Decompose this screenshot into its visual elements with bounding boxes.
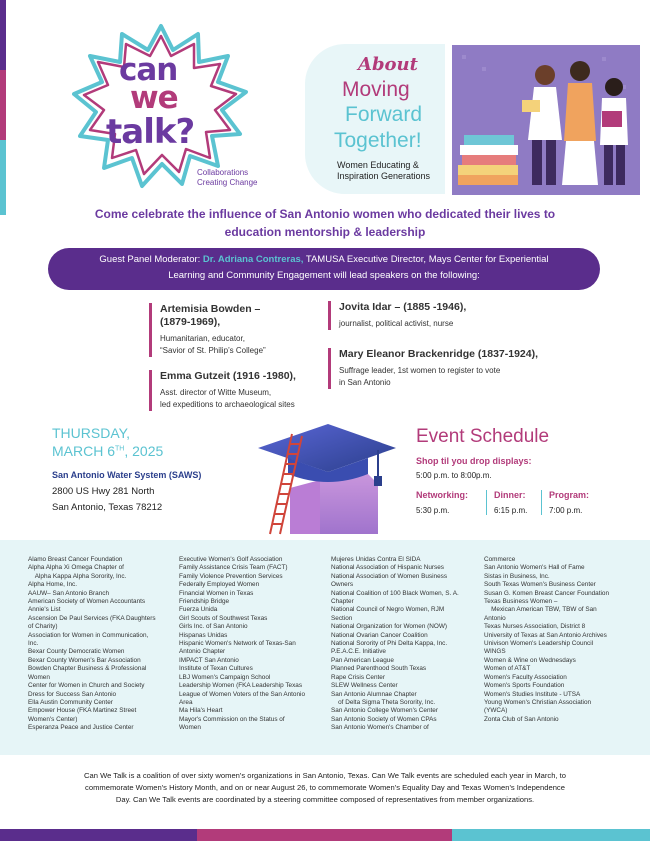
organization-list-item: Texas Business Women – [484, 598, 558, 606]
organization-list-item: Hispanic Women's Network of Texas-San [179, 640, 296, 648]
panel-moderator-banner [48, 248, 600, 290]
headline-line-1: Come celebrate the influence of San Antonio women who dedicated their lives to [94, 207, 556, 221]
title-line-together: Together! [334, 129, 422, 152]
organization-list-item: AAUW– San Antonio Branch [28, 589, 109, 597]
organization-list-item: Esperanza Peace and Justice Center [28, 724, 134, 732]
organization-list-item: Federally Employed Women [179, 581, 260, 589]
graduation-cap-icon [250, 418, 400, 536]
organization-list-item: San Antonio Women's Chamber of [331, 724, 429, 732]
organization-list-item: Chapter [331, 598, 354, 606]
bottom-stripe-purple [0, 829, 197, 841]
speaker-name: Emma Gutzeit (1916 -1980), [160, 370, 296, 382]
event-date [52, 443, 163, 459]
organization-list-item: Women & Wine on Wednesdays [484, 656, 576, 664]
organization-list-item: Owners [331, 581, 354, 589]
organization-list-item: Mujeres Unidas Contra El SIDA [331, 556, 421, 563]
speaker-description [160, 333, 324, 357]
headline [60, 205, 590, 241]
speaker-desc-line-1: Humanitarian, educator, [160, 334, 245, 343]
moderator-name: Dr. Adriana Contreras, [202, 254, 304, 265]
speaker-desc-line-2: “Savior of St. Philip’s College” [160, 346, 266, 355]
organization-list-item: Women [28, 673, 50, 681]
venue-name: San Antonio Water System (SAWS) [52, 470, 202, 480]
organization-list-item: Institute of Texan Cultures [179, 665, 253, 673]
bottom-stripe-magenta [197, 829, 452, 841]
venue-address-line-1: 2800 US Hwy 281 North [52, 486, 155, 497]
program-label: Program: [549, 490, 590, 500]
organization-list-item: Bexar County Women's Bar Association [28, 656, 141, 664]
organization-list-item: Section [331, 614, 353, 622]
organization-list-item: Antonio [484, 614, 506, 622]
organization-list-item: Planned Parenthood South Texas [331, 665, 427, 673]
logo-tagline [197, 168, 257, 188]
logo-text-we: we [130, 80, 178, 116]
organization-list-item: Alpha Home, Inc. [28, 581, 78, 589]
organization-list-item: Bowden Chapter Business & Professional [28, 665, 147, 673]
footer-line-2: commemorate Women's History Month, and on or near August 26, to commemorate Women's Equality Day and Texas Women's Independence [85, 783, 565, 792]
panel-line-1-rest: TAMUSA Executive Director, Mays Center for Experiential [305, 254, 549, 265]
organization-list-item: Leadership Women (FKA Leadership Texas [179, 682, 303, 690]
logo-text-talk: talk? [106, 112, 195, 152]
speaker-desc-line-2: in San Antonio [339, 378, 391, 387]
speaker-description [339, 365, 568, 389]
title-line-moving: Moving [342, 78, 410, 101]
organization-list-item: National Organization for Women (NOW) [331, 623, 448, 631]
organization-list-item: Ma Hila's Heart [179, 707, 223, 715]
organization-list-item: of Charity) [28, 623, 58, 631]
organization-list-item: National Sorority of Phi Delta Kappa, Inc. [331, 640, 448, 648]
schedule-dinner [486, 490, 527, 515]
organization-list-item: Commerce [484, 556, 516, 563]
event-date-year: , 2025 [124, 443, 164, 459]
speaker-jovita-idar [328, 301, 528, 330]
organization-list-item: South Texas Women's Business Center [484, 581, 596, 589]
organization-list-item: Association for Women in Communication, [28, 631, 149, 639]
panel-line-2: Learning and Community Engagement will lead speakers on the following: [168, 270, 480, 281]
organization-list-item: Alpha Kappa Alpha Sorority, Inc. [28, 572, 127, 580]
can-we-talk-logo [72, 22, 250, 190]
organizations-column-1 [28, 556, 168, 733]
organization-list-item: National Association of Women Business [331, 572, 448, 580]
organization-list-item: Antonio Chapter [179, 648, 226, 656]
event-subtitle [337, 160, 430, 182]
organization-list-item: Family Assistance Crisis Team (FACT) [179, 564, 288, 572]
organization-list-item: Girls Inc. of San Antonio [179, 623, 248, 631]
panel-line-1 [66, 252, 582, 268]
organizations-column-2 [179, 556, 319, 733]
organization-list-item: Women's Center) [28, 715, 78, 723]
organization-list-item: Zonta Club of San Antonio [484, 715, 559, 723]
headline-line-2: education mentorship & leadership [224, 225, 426, 239]
speaker-mary-brackenridge [328, 348, 568, 389]
organization-list-item: LBJ Women's Campaign School [179, 673, 271, 681]
organization-list-item: WINGS [484, 648, 506, 656]
organization-list-item: National Coalition of 100 Black Women, S. A. [331, 589, 459, 597]
subtitle-line-2: Inspiration Generations [337, 171, 431, 181]
organization-list-item: League of Women Voters of the San Antonio [179, 690, 306, 698]
tagline-line-1: Collaborations [197, 168, 249, 177]
organization-list-item: Sistas in Business, Inc. [484, 572, 550, 580]
dinner-label: Dinner: [494, 490, 526, 500]
subtitle-line-1: Women Educating & [337, 160, 419, 170]
speaker-desc-line-1: Asst. director of Witte Museum, [160, 388, 272, 397]
organization-list-item: Alpha Alpha Xi Omega Chapter of [28, 564, 124, 572]
organization-list-item: Women's Faculty Association [484, 673, 567, 681]
organization-list-item: Women of AT&T [484, 665, 531, 673]
organization-list-item: San Antonio Alumnae Chapter [331, 690, 417, 698]
left-edge-bar-teal [0, 140, 6, 215]
organization-list-item: Young Women's Christian Association [484, 698, 592, 706]
event-schedule-title: Event Schedule [416, 426, 550, 447]
speaker-desc-line-2: led expeditions to archaeological sites [160, 400, 295, 409]
organization-list-item: IMPACT San Antonio [179, 656, 239, 664]
speaker-name [160, 303, 324, 329]
organization-list-item: of Delta Sigma Theta Sorority, Inc. [331, 698, 436, 706]
event-day: THURSDAY, [52, 425, 131, 441]
schedule-program [541, 490, 589, 515]
speaker-name-line-2: (1879-1969), [160, 316, 221, 328]
left-edge-bar-magenta [0, 70, 6, 140]
organization-list-item: Univison Women's Leadership Council [484, 640, 594, 648]
organization-list-item: Ascension De Paul Services (FKA Daughters [28, 614, 156, 622]
organization-list-item: Texas Nurses Association, District 8 [484, 623, 586, 631]
panel-prefix: Guest Panel Moderator: [99, 254, 201, 265]
organization-list-item: Women [179, 724, 201, 732]
women-with-books-illustration [452, 45, 640, 195]
about-script-label: About [358, 54, 418, 75]
book-stack-icon [458, 135, 518, 185]
program-time: 7:00 p.m. [549, 506, 583, 515]
organization-list-item: Annie's List [28, 606, 61, 614]
speaker-artemisia-bowden [149, 303, 324, 357]
organization-list-item: National Ovarian Cancer Coalition [331, 631, 428, 639]
organizations-column-3 [331, 556, 471, 733]
tagline-line-2: Creating Change [197, 178, 258, 187]
organization-list-item: Girl Scouts of Southwest Texas [179, 614, 268, 622]
organization-list-item: National Association of Hispanic Nurses [331, 564, 444, 572]
organization-list-item: Women's Sports Foundation [484, 682, 565, 690]
organization-list-item: National Council of Negro Women, RJM [331, 606, 445, 614]
organization-list-item: Executive Women's Golf Association [179, 556, 283, 563]
organization-list-item: P.E.A.C.E. Initiative [331, 648, 386, 656]
organization-list-item: Women's Studies Institute - UTSA [484, 690, 581, 698]
speaker-desc-line-1: Suffrage leader, 1st women to register to vote [339, 366, 501, 375]
organization-list-item: University of Texas at San Antonio Archives [484, 631, 607, 639]
bottom-stripe-teal [452, 829, 650, 841]
organization-list-item: Mexican American TBW, TBW of San [484, 606, 597, 614]
organization-list-item: Friendship Bridge [179, 598, 230, 606]
venue-address-line-2: San Antonio, Texas 78212 [52, 502, 163, 513]
speaker-emma-gutzeit [149, 370, 349, 411]
organization-list-item: Alamo Breast Cancer Foundation [28, 556, 123, 563]
footer-line-3: Day. Can We Talk events are coordinated by a steering committee composed of representatives from member organizations. [115, 795, 535, 804]
organization-list-item: Empower House (FKA Martinez Street [28, 707, 137, 715]
organization-list-item: San Antonio Society of Women CPAs [331, 715, 437, 723]
title-line-forward: Forward [345, 103, 423, 126]
organization-list-item: Area [179, 698, 193, 706]
left-edge-bar-purple [0, 0, 6, 70]
coalition-description [52, 770, 598, 806]
organization-list-item: Mayor's Commission on the Status of [179, 715, 285, 723]
organization-list-item: Ella Austin Community Center [28, 698, 113, 706]
organization-list-item: Hispanas Unidas [179, 631, 228, 639]
speaker-description: journalist, political activist, nurse [339, 319, 454, 328]
organization-list-item: Inc. [28, 640, 39, 648]
organization-list-item: Bexar County Democratic Women [28, 648, 125, 656]
shop-displays-label: Shop til you drop displays: [416, 456, 532, 466]
networking-time: 5:30 p.m. [416, 506, 450, 515]
organization-list-item: (YWCA) [484, 707, 508, 715]
speaker-name: Jovita Idar – (1885 -1946), [339, 301, 467, 313]
schedule-networking [416, 490, 468, 515]
organization-list-item: Financial Women in Texas [179, 589, 254, 597]
speaker-name: Mary Eleanor Brackenridge (1837-1924), [339, 348, 539, 360]
organization-list-item: SLEW Wellness Center [331, 682, 398, 690]
organization-list-item: Susan G. Komen Breast Cancer Foundation [484, 589, 610, 597]
speaker-name-line-1: Artemisia Bowden – [160, 303, 261, 315]
event-date-suffix-ordinal: TH [115, 445, 125, 453]
speaker-description [160, 387, 349, 411]
footer-line-1: Can We Talk is a coalition of over sixty women's organizations in San Antonio, Texas. Can We Talk events are scheduled each year in March, to [84, 771, 566, 780]
shop-displays-time: 5:00 p.m. to 8:00p.m. [416, 471, 492, 480]
dinner-time: 6:15 p.m. [494, 506, 528, 515]
organization-list-item: Dress for Success San Antonio [28, 690, 117, 698]
networking-label: Networking: [416, 490, 469, 500]
organization-list-item: Rape Crisis Center [331, 673, 385, 681]
organization-list-item: Family Violence Prevention Services [179, 572, 283, 580]
organization-list-item: Pan American League [331, 656, 394, 664]
organization-list-item: San Antonio Women's Hall of Fame [484, 564, 585, 572]
organization-list-item: American Society of Women Accountants [28, 598, 146, 606]
organization-list-item: Center for Women in Church and Society [28, 682, 145, 690]
organization-list-item: San Antonio College Women's Center [331, 707, 438, 715]
organization-list-item: Fuerza Unida [179, 606, 218, 614]
logo-text-can: can [119, 52, 178, 88]
event-date-prefix: MARCH 6 [52, 443, 116, 459]
organizations-column-4 [484, 556, 634, 724]
